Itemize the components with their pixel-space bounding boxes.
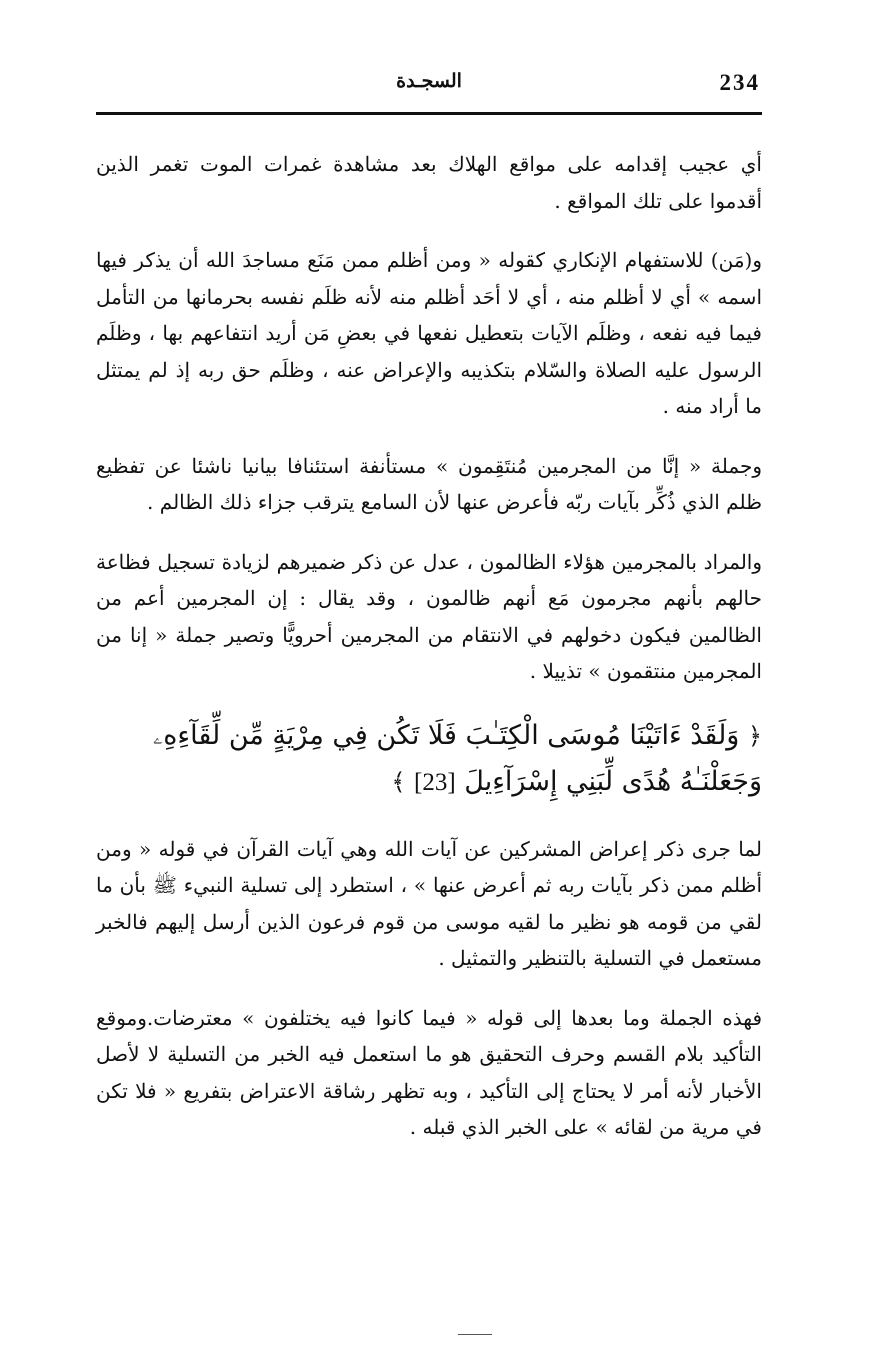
verse-number: [23] (414, 768, 456, 796)
verse-close-bracket: ﴾ (391, 767, 406, 796)
paragraph: لما جرى ذكر إعراض المشركين عن آيات الله وهي آيات القرآن في قوله « ومن أظلم ممن ذكر بآيات ربه ثم أعرض عنها » ، استطرد إلى تسلية النبيء ﷺ بأن ما لقي من قومه هو نظير ما لقيه موسى من قوم فرعون الذين أرسل إليهم فالخبر مستعمل في التسلية بالتنظير والتمثيل . (96, 836, 762, 970)
paragraph: والمراد بالمجرمين هؤلاء الظالمون ، عدل عن ذكر ضميرهم لزيادة تسجيل فظاعة حالهم بأنهم مجرمون مَع أنهم ظالمون ، وقد يقال : إن المجرمين أعم من الظالمين فيكون دخولهم في الانتقام من المجرمين أحرويًّا وتصير جملة « إنا من المجرمين منتقمون » تذييلا . (96, 549, 762, 683)
footer-mark (458, 1334, 492, 1335)
page-header (96, 60, 762, 108)
page-body (96, 146, 762, 1169)
quran-verse (96, 713, 762, 806)
header-rule (96, 112, 762, 115)
paragraph: وجملة « إنَّا من المجرمين مُنتَقِمون » مستأنفة استئنافا بيانيا ناشئا عن تفظيع ظلم الذي ذُكِّر بآيات ربّه فأعرض عنها لأن السامع يترقب جزاء ذلك الظالم . (96, 453, 762, 514)
paragraph: أي عجيب إقدامه على مواقع الهلاك بعد مشاهدة غمرات الموت تغمر الذين أقدموا على تلك المواقع . (96, 152, 762, 213)
verse-text: وَلَقَدْ ءَاتَيْنَا مُوسَى الْكِتَـٰبَ فَلَا تَكُن فِي مِرْيَةٍ مِّن لِّقَآءِهِۦ وَجَعَلْنَـٰهُ هُدًى لِّبَنِي إِسْرَآءِيلَ (153, 719, 762, 797)
verse-open-bracket: ﴿ (747, 721, 762, 750)
page-number: 234 (719, 70, 760, 95)
paragraph: و(مَن) للاستفهام الإنكاري كقوله « ومن أظلم ممن مَنَع مساجدَ الله أن يذكر فيها اسمه » أي لا أظلم منه ، أي لا أحَد أظلم منه لأنه ظلَم نفسه بحرمانها من التأمل فيما فيه نفعه ، وظلَم الآيات بتعطيل نفعها في بعضِ مَن أريد انتفاعهم بها ، وظلَم الرسول عليه الصلاة والسّلام بتكذيبه والإعراض عنه ، وظلَم حق ربه إذ لم يمتثل ما أراد منه . (96, 248, 762, 418)
running-title: السجـدة (396, 70, 462, 92)
paragraph: فهذه الجملة وما بعدها إلى قوله « فيما كانوا فيه يختلفون » معترضات.وموقع التأكيد بلام القسم وحرف التحقيق هو ما استعمل فيه الخبر من التسلية لا لأصل الأخبار لأنه أمر لا يحتاج إلى التأكيد ، وبه تظهر رشاقة الاعتراض بتفريع « فلا تكن في مرية من لقائه » على الخبر الذي قبله . (96, 1005, 762, 1139)
